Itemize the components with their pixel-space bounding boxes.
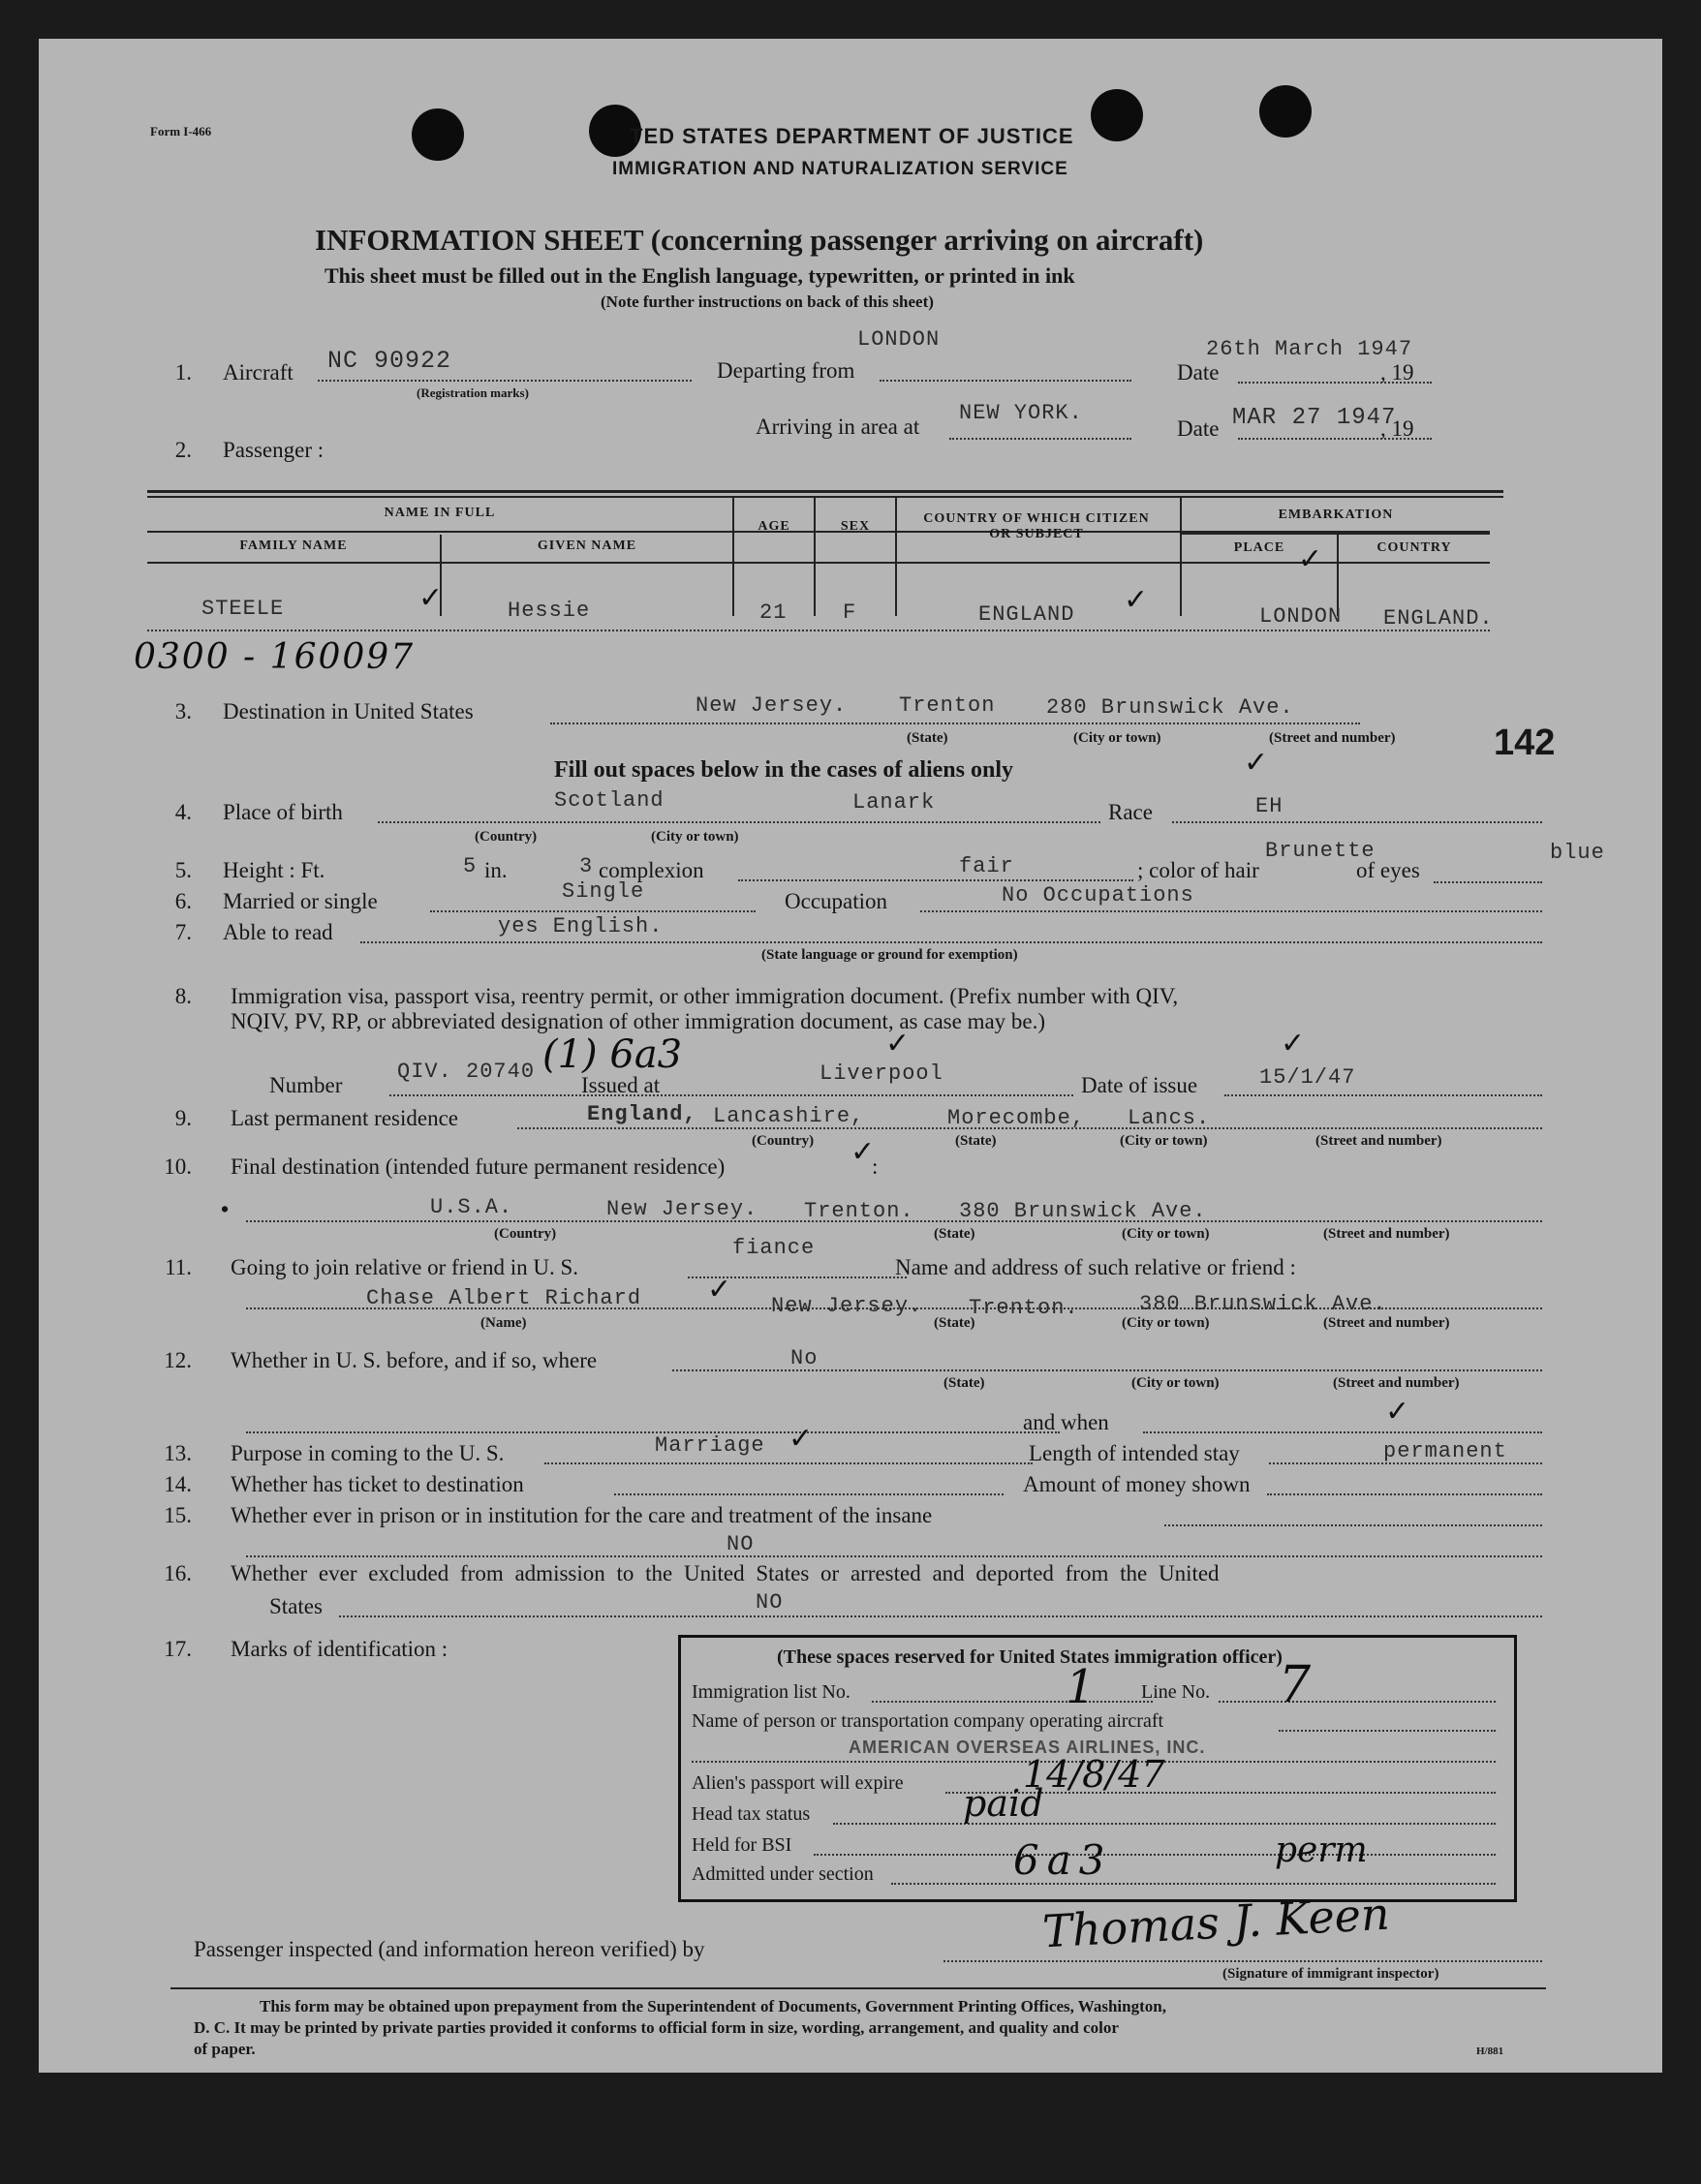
sex-header: SEX (840, 519, 871, 534)
age-header: AGE (758, 519, 790, 534)
passenger-label: Passenger : (223, 438, 325, 462)
check-mark-icon: ✓ (885, 1027, 911, 1061)
fill-line (246, 1555, 1542, 1557)
company-label: Name of person or transportation company operating aircraft (692, 1710, 1164, 1732)
city-sublabel: (City or town) (1120, 1133, 1208, 1149)
check-mark-icon: ✓ (1244, 746, 1269, 780)
head-tax-label: Head tax status (692, 1803, 811, 1825)
fill-line (339, 1615, 1542, 1617)
item-number: 4. (174, 800, 192, 824)
stay-label: Length of intended stay (1029, 1441, 1240, 1465)
registration-sublabel: (Registration marks) (417, 385, 529, 400)
street-sublabel: (Street and number) (1323, 1226, 1450, 1242)
check-mark-icon: ✓ (1385, 1395, 1410, 1429)
punch-hole (1259, 85, 1312, 138)
family-name-header: FAMILY NAME (239, 538, 348, 553)
marital-value: Single (562, 879, 645, 904)
inches-label: in. (484, 858, 508, 882)
departing-label: Departing from (717, 358, 855, 383)
handwritten-file-number: 0300 - 160097 (134, 637, 416, 677)
service-heading: IMMIGRATION AND NATURALIZATION SERVICE (612, 159, 1068, 179)
city-sublabel: (City or town) (1122, 1226, 1210, 1242)
embarkation-header: EMBARKATION (1278, 508, 1394, 522)
occupation-value: No Occupations (1002, 883, 1194, 907)
table-rule (1180, 533, 1490, 535)
aircraft-label: Aircraft (223, 360, 294, 385)
footer-text-line1: This form may be obtained upon prepayment from the Superintendent of Documents, Government Printing Offices, Washington, (260, 1997, 1166, 2015)
read-sublabel: (State language or ground for exemption) (761, 947, 1018, 963)
visa-number: QIV. 20740 (397, 1060, 536, 1084)
city-sublabel: (City or town) (1122, 1315, 1210, 1331)
fill-line (1224, 1094, 1542, 1096)
us-before-value: No (790, 1346, 819, 1370)
departure-date-value: 26th March 1947 (1206, 337, 1413, 361)
table-rule (147, 562, 1490, 564)
fill-line (1219, 1701, 1496, 1703)
fill-line (891, 1883, 1496, 1885)
family-name-cell: STEELE (201, 597, 285, 621)
item-number: 6. (174, 889, 192, 913)
item-number: 1. (174, 360, 192, 385)
item-number: 16. (164, 1561, 192, 1585)
page-number: 142 (1494, 723, 1556, 763)
fill-line (1143, 1431, 1542, 1433)
relative-name: Chase Albert Richard (366, 1286, 642, 1310)
stay-value: permanent (1383, 1439, 1507, 1463)
fill-line (378, 821, 1100, 823)
citizen-header: COUNTRY OF WHICH CITIZEN OR SUBJECT (923, 511, 1150, 541)
occupation-label: Occupation (785, 889, 888, 913)
final-state: New Jersey. (606, 1197, 758, 1221)
final-city: Trenton. (804, 1199, 914, 1223)
fill-line (360, 941, 1542, 943)
excluded-label: Whether ever excluded from admission to the United States or arrested and deported from the United (231, 1561, 1220, 1585)
form-note: (Note further instructions on back of this sheet) (601, 292, 934, 311)
issue-date-value: 15/1/47 (1259, 1065, 1356, 1090)
street-sublabel: (Street and number) (1333, 1375, 1460, 1391)
item-number: 15. (164, 1503, 192, 1527)
fill-line (943, 1960, 1542, 1962)
given-name-cell: Hessie (508, 599, 591, 623)
item-number: 10. (164, 1154, 192, 1179)
country-sublabel: (Country) (475, 829, 538, 845)
issue-date-label: Date of issue (1081, 1073, 1198, 1097)
final-destination-label: Final destination (intended future permanent residence) (231, 1154, 726, 1179)
airline-stamp: AMERICAN OVERSEAS AIRLINES, INC. (849, 1738, 1206, 1757)
state-sublabel: (State) (934, 1226, 975, 1242)
check-mark-icon: ✓ (707, 1273, 732, 1307)
residence-state: Lancashire, (713, 1104, 865, 1128)
check-mark-icon: ✓ (850, 1135, 876, 1169)
citizen-cell: ENGLAND (978, 602, 1075, 627)
state-sublabel: (State) (943, 1375, 985, 1391)
fill-line (430, 910, 756, 912)
officer-box-title: (These spaces reserved for United States immigration officer) (777, 1646, 1283, 1668)
money-label: Amount of money shown (1023, 1472, 1251, 1496)
state-sublabel: (State) (907, 730, 948, 746)
fill-line (814, 1854, 1496, 1856)
residence-street: Lancs. (1128, 1106, 1211, 1130)
fill-line (872, 1701, 1153, 1703)
item-number: 9. (174, 1106, 192, 1130)
us-before-label: Whether in U. S. before, and if so, where (231, 1348, 598, 1372)
marital-label: Married or single (223, 889, 378, 913)
punch-hole (1091, 89, 1143, 141)
city-sublabel: (City or town) (1073, 730, 1161, 746)
relative-city: Trenton. (969, 1296, 1079, 1320)
item-number: 13. (164, 1441, 192, 1465)
departing-value: LONDON (857, 327, 941, 352)
fill-line (1238, 438, 1432, 440)
form-subtitle: This sheet must be filled out in the English language, typewritten, or printed in ink (325, 263, 1075, 288)
form-page (39, 39, 1662, 2073)
line-no-label: Line No. (1141, 1681, 1211, 1703)
birth-city: Lanark (852, 790, 936, 815)
footer-rule (170, 1987, 1546, 1989)
place-header: PLACE (1233, 540, 1285, 555)
eyes-label: of eyes (1356, 858, 1420, 882)
visa-handwritten-annotation: (1) 6a3 (542, 1032, 683, 1077)
fill-line (1279, 1730, 1496, 1732)
destination-street: 280 Brunswick Ave. (1046, 695, 1294, 720)
city-sublabel: (City or town) (651, 829, 739, 845)
check-mark-icon: ✓ (418, 581, 444, 615)
state-sublabel: (State) (955, 1133, 997, 1149)
fill-line (833, 1823, 1496, 1825)
inspector-signature: Thomas J. Keen (1040, 1887, 1391, 1958)
bullet-dot: • (221, 1197, 230, 1221)
head-tax-value: paid (963, 1782, 1044, 1825)
birthplace-label: Place of birth (223, 800, 343, 824)
excluded-value: NO (756, 1590, 784, 1615)
check-mark-icon: ✓ (789, 1422, 814, 1456)
sex-cell: F (843, 600, 857, 625)
final-street: 380 Brunswick Ave. (959, 1199, 1207, 1223)
age-cell: 21 (759, 600, 788, 625)
department-heading: TED STATES DEPARTMENT OF JUSTICE (630, 124, 1074, 148)
table-col (895, 498, 897, 616)
item-number: 12. (164, 1348, 192, 1372)
item-number: 14. (164, 1472, 192, 1496)
date2-suffix: , 19 (1380, 416, 1414, 441)
fill-line (246, 1431, 1060, 1433)
eyes-value: blue (1550, 841, 1605, 865)
visa-number-label: Number (269, 1073, 343, 1097)
prison-value: NO (727, 1532, 755, 1556)
admitted-extra-note: perm (1275, 1830, 1368, 1870)
arriving-value: NEW YORK. (959, 401, 1083, 425)
prison-label: Whether ever in prison or in institution for the care and treatment of the insane (231, 1503, 933, 1527)
height-inches: 3 (579, 854, 594, 878)
form-number: Form I-466 (150, 124, 212, 138)
fill-line (1267, 1493, 1542, 1495)
item-number: 11. (165, 1255, 192, 1279)
admitted-section-label: Admitted under section (692, 1863, 874, 1885)
residence-city: Morecombe, (947, 1106, 1086, 1130)
visa-label-line2: NQIV, PV, RP, or abbreviated designation of other immigration document, as case may be.) (231, 1009, 1046, 1033)
visa-label-line1: Immigration visa, passport visa, reentry permit, or other immigration document. (Prefix number with QIV, (231, 984, 1179, 1008)
state-sublabel: (State) (934, 1315, 975, 1331)
street-sublabel: (Street and number) (1323, 1315, 1450, 1331)
fill-line (949, 438, 1131, 440)
name-in-full-header: NAME IN FULL (384, 506, 496, 520)
fill-line (147, 630, 1490, 631)
race-label: Race (1108, 800, 1153, 824)
street-sublabel: (Street and number) (1269, 730, 1396, 746)
identification-marks-label: Marks of identification : (231, 1637, 448, 1661)
read-label: Able to read (223, 920, 333, 944)
and-when-label: and when (1023, 1410, 1109, 1434)
country-sublabel: (Country) (752, 1133, 815, 1149)
passport-expire-label: Alien's passport will expire (692, 1772, 904, 1794)
country-header: COUNTRY (1376, 540, 1452, 555)
excluded-label-line2: States (269, 1594, 323, 1618)
date-suffix: , 19 (1380, 360, 1414, 385)
height-label: Height : Ft. (223, 858, 325, 882)
signature-sublabel: (Signature of immigrant inspector) (1222, 1966, 1439, 1982)
complexion-label: complexion (599, 858, 704, 882)
arriving-label: Arriving in area at (756, 415, 920, 439)
fill-line (614, 1493, 1004, 1495)
country-sublabel: (Country) (494, 1226, 557, 1242)
passport-expire-value: 14/8/47 (1023, 1753, 1165, 1796)
embark-place-cell: LONDON (1259, 604, 1343, 629)
punch-hole (412, 108, 464, 161)
table-rule (147, 490, 1503, 493)
city-sublabel: (City or town) (1131, 1375, 1220, 1391)
hair-value: Brunette (1265, 839, 1376, 863)
destination-label: Destination in United States (223, 699, 474, 723)
item-number: 7. (174, 920, 192, 944)
hair-label: ; color of hair (1137, 858, 1259, 882)
date-label: Date (1177, 360, 1220, 385)
fill-line (318, 380, 692, 382)
footer-code: H/881 (1476, 2046, 1504, 2057)
fill-line (920, 910, 1542, 912)
bsi-label: Held for BSI (692, 1834, 792, 1856)
date2-label: Date (1177, 416, 1220, 441)
item-number: 8. (174, 984, 192, 1008)
line-no-value: 7 (1279, 1656, 1312, 1714)
aircraft-value: NC 90922 (327, 347, 452, 375)
footer-text-line2: D. C. It may be printed by private parties provided it conforms to official form in size, wording, arrangement, and quality and color (194, 2018, 1119, 2037)
birth-country: Scotland (554, 788, 665, 813)
item-number: 5. (174, 858, 192, 882)
fill-line (389, 1094, 1073, 1096)
admitted-section-value: 6a3 (1013, 1836, 1113, 1884)
form-title: INFORMATION SHEET (concerning passenger arriving on aircraft) (315, 223, 1204, 257)
relative-state: New Jersey. (771, 1294, 923, 1318)
complexion-value: fair (959, 854, 1014, 878)
purpose-value: Marriage (655, 1433, 765, 1458)
table-col (814, 498, 816, 616)
arrival-date-stamp: MAR 27 1947 (1232, 405, 1397, 431)
fill-line (1164, 1524, 1542, 1526)
destination-city: Trenton (899, 693, 996, 718)
height-feet: 5 (463, 854, 478, 878)
fill-line (544, 1462, 1033, 1464)
fill-line (1238, 382, 1432, 384)
table-col (732, 498, 734, 616)
ticket-label: Whether has ticket to destination (231, 1472, 524, 1496)
relative-street: 380 Brunswick Ave. (1139, 1292, 1387, 1316)
list-no-label: Immigration list No. (692, 1681, 850, 1703)
issued-at-value: Liverpool (820, 1061, 943, 1086)
aliens-only-heading: Fill out spaces below in the cases of aliens only (554, 757, 1014, 783)
read-value: yes English. (498, 914, 664, 938)
relation-value: fiance (732, 1236, 816, 1260)
issued-at-label: Issued at (581, 1073, 661, 1097)
join-relative-label: Going to join relative or friend in U. S. (231, 1255, 578, 1279)
fill-line (880, 380, 1131, 382)
relative-name-address-label: Name and address of such relative or friend : (895, 1255, 1296, 1279)
table-rule (147, 496, 1503, 498)
footer-text-line3: of paper. (194, 2040, 256, 2058)
street-sublabel: (Street and number) (1315, 1133, 1442, 1149)
name-sublabel: (Name) (480, 1315, 527, 1331)
given-name-header: GIVEN NAME (537, 538, 637, 553)
fill-line (550, 723, 1360, 724)
last-residence-label: Last permanent residence (231, 1106, 458, 1130)
item-number: 2. (174, 438, 192, 462)
final-destination-colon: : (872, 1154, 879, 1179)
item-number: 17. (164, 1637, 192, 1661)
embark-country-cell: ENGLAND. (1383, 606, 1494, 631)
check-mark-icon: ✓ (1124, 583, 1149, 617)
destination-state: New Jersey. (696, 693, 848, 718)
list-no-value: 1 (1066, 1660, 1096, 1714)
final-country: U.S.A. (430, 1195, 513, 1219)
fill-line (1172, 821, 1542, 823)
race-value: EH (1255, 794, 1283, 818)
residence-country: England, (587, 1102, 697, 1126)
inspected-by-label: Passenger inspected (and information hereon verified) by (194, 1937, 705, 1961)
item-number: 3. (174, 699, 192, 723)
fill-line (738, 879, 1133, 881)
fill-line (1434, 881, 1542, 883)
check-mark-icon: ✓ (1281, 1027, 1306, 1061)
check-mark-icon: ✓ (1298, 542, 1323, 576)
purpose-label: Purpose in coming to the U. S. (231, 1441, 505, 1465)
